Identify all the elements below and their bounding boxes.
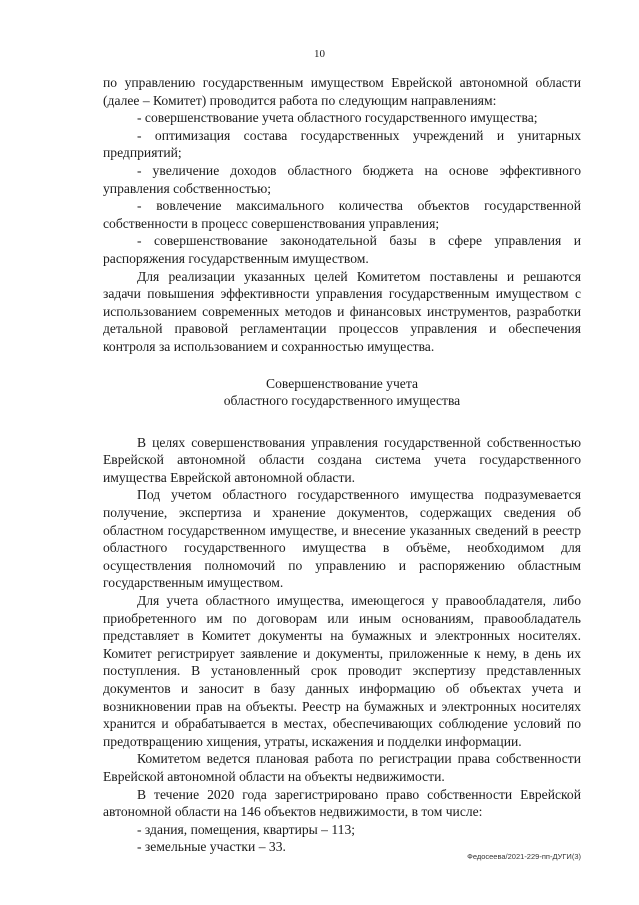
intro-list-item: - увеличение доходов областного бюджета на основе эффективного управления собственностью; xyxy=(103,162,581,196)
section-heading-line-2: областного государственного имущества xyxy=(223,393,461,409)
accounting-block xyxy=(103,434,581,856)
accounting-list-item: - земельные участки – 33. xyxy=(137,839,286,855)
accounting-paragraph: Для учета областного имущества, имеющегося у правообладателя, либо приобретенного им по договорам или иным основаниям, правообладатель представляет в Комитет документы на бумажных и электронных носителях. Комитет регистрирует заявление и документы, приложенные к нему, в день их поступления. В установленный срок проводит экспертизу представленных документов и заносит в базу данных информацию об объектах учета и возникновении прав на объекты. Реестр на бумажных и электронных носителях хранится и обрабатывается в местах, обеспечивающих соблюдение условий по предотвращению хищения, утраты, искажения и подделки информации. xyxy=(103,593,581,749)
document-body xyxy=(103,74,581,856)
intro-paragraph: Для реализации указанных целей Комитетом поставлены и решаются задачи повышения эффективности управления государственным имуществом с использованием современных методов и финансовых инструментов, разработки детальной правовой регламентации процессов управления и обеспечения контроля за использованием и сохранностью имущества. xyxy=(103,268,581,354)
section-heading-line-1: Совершенствование учета xyxy=(266,375,418,391)
intro-paragraph: по управлению государственным имуществом Еврейской автономной области (далее – Комитет) проводится работа по следующим направлениям: xyxy=(103,75,581,108)
intro-list-item: - совершенствование законодательной базы в сфере управления и распоряжения государственным имуществом. xyxy=(103,233,581,266)
accounting-list-item: - здания, помещения, квартиры – 113; xyxy=(137,821,356,837)
intro-list-item: - совершенствование учета областного государственного имущества; xyxy=(137,110,538,126)
intro-list-item: - вовлечение максимального количества объектов государственной собственности в процесс совершенствования управления; xyxy=(103,198,581,231)
accounting-paragraph: В целях совершенствования управления государственной собственностью Еврейской автономной области создана система учета государственного имущества Еврейской автономной области. xyxy=(103,434,581,485)
accounting-paragraph: Комитетом ведется плановая работа по регистрации права собственности Еврейской автономной области на объекты недвижимости. xyxy=(103,751,581,784)
document-footer-code: Федосеева/2021-229-пп-ДУГИ(3) xyxy=(467,852,581,861)
intro-list-item: - оптимизация состава государственных учреждений и унитарных предприятий; xyxy=(103,127,581,161)
page-number: 10 xyxy=(314,48,325,60)
intro-block xyxy=(103,74,581,356)
accounting-paragraph: Под учетом областного государственного имущества подразумевается получение, экспертиза и хранение документов, содержащих сведения об областном государственном имуществе, и внесение указанных сведений в реестр областного государственного имущества в объёме, необходимом для осуществления полномочий по управлению и распоряжению областным государственным имуществом. xyxy=(103,487,581,591)
accounting-paragraph: В течение 2020 года зарегистрировано право собственности Еврейской автономной области на 146 объектов недвижимости, в том числе: xyxy=(103,786,581,820)
